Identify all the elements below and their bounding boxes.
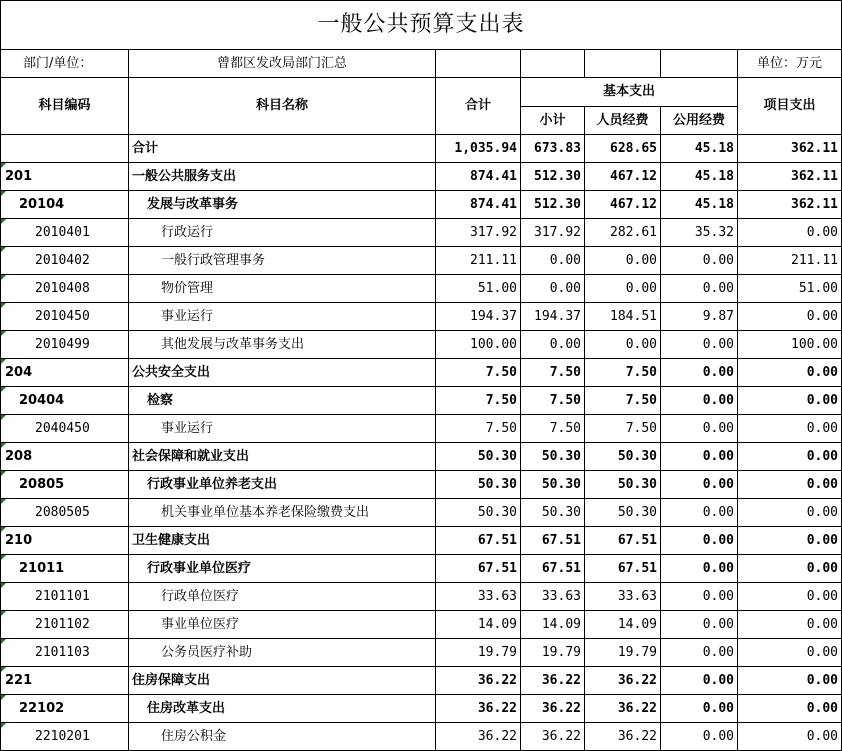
cell-comment-marker	[1, 331, 6, 336]
cell-project: 0.00	[738, 695, 842, 723]
cell-public: 0.00	[661, 443, 738, 471]
cell-code: 204	[1, 359, 129, 387]
cell-code: 21011	[1, 555, 129, 583]
cell-personnel: 7.50	[585, 359, 661, 387]
cell-project: 0.00	[738, 611, 842, 639]
cell-name: 物价管理	[129, 275, 436, 303]
cell-personnel: 7.50	[585, 415, 661, 443]
cell-comment-marker	[1, 695, 6, 700]
header-name: 科目名称	[129, 78, 436, 135]
cell-personnel: 36.22	[585, 723, 661, 751]
header-subtotal: 小计	[521, 107, 585, 135]
cell-name: 事业运行	[129, 415, 436, 443]
cell-total: 67.51	[436, 555, 521, 583]
cell-code: 2010499	[1, 331, 129, 359]
empty-cell	[436, 50, 521, 78]
cell-comment-marker	[1, 163, 6, 168]
cell-public: 0.00	[661, 555, 738, 583]
cell-public: 0.00	[661, 639, 738, 667]
cell-total: 33.63	[436, 583, 521, 611]
table-row	[1, 695, 842, 723]
cell-name: 行政事业单位医疗	[129, 555, 436, 583]
cell-total: 14.09	[436, 611, 521, 639]
table-row	[1, 723, 842, 751]
cell-comment-marker	[1, 275, 6, 280]
table-row	[1, 471, 842, 499]
cell-code: 20805	[1, 471, 129, 499]
cell-comment-marker	[1, 639, 6, 644]
cell-comment-marker	[1, 471, 6, 476]
cell-total: 194.37	[436, 303, 521, 331]
cell-subtotal: 512.30	[521, 191, 585, 219]
cell-code	[1, 135, 129, 163]
cell-total: 50.30	[436, 499, 521, 527]
cell-name: 卫生健康支出	[129, 527, 436, 555]
cell-total: 317.92	[436, 219, 521, 247]
cell-total: 36.22	[436, 695, 521, 723]
cell-project: 0.00	[738, 303, 842, 331]
cell-personnel: 0.00	[585, 275, 661, 303]
cell-project: 0.00	[738, 555, 842, 583]
cell-name: 事业单位医疗	[129, 611, 436, 639]
cell-subtotal: 673.83	[521, 135, 585, 163]
cell-personnel: 67.51	[585, 555, 661, 583]
cell-subtotal: 36.22	[521, 723, 585, 751]
cell-project: 0.00	[738, 667, 842, 695]
cell-subtotal: 14.09	[521, 611, 585, 639]
cell-comment-marker	[1, 359, 6, 364]
cell-total: 874.41	[436, 191, 521, 219]
cell-comment-marker	[1, 527, 6, 532]
cell-name: 一般行政管理事务	[129, 247, 436, 275]
table-row	[1, 415, 842, 443]
empty-cell	[661, 50, 738, 78]
cell-code: 2080505	[1, 499, 129, 527]
cell-code: 2010450	[1, 303, 129, 331]
cell-comment-marker	[1, 499, 6, 504]
cell-name: 检察	[129, 387, 436, 415]
table-row	[1, 555, 842, 583]
cell-personnel: 50.30	[585, 443, 661, 471]
cell-subtotal: 67.51	[521, 527, 585, 555]
cell-code: 2101102	[1, 611, 129, 639]
cell-public: 35.32	[661, 219, 738, 247]
cell-total: 19.79	[436, 639, 521, 667]
header-project: 项目支出	[738, 78, 842, 135]
cell-subtotal: 36.22	[521, 667, 585, 695]
cell-code: 20404	[1, 387, 129, 415]
cell-comment-marker	[1, 667, 6, 672]
cell-public: 45.18	[661, 135, 738, 163]
cell-subtotal: 512.30	[521, 163, 585, 191]
cell-subtotal: 50.30	[521, 443, 585, 471]
cell-comment-marker	[1, 219, 6, 224]
table-row	[1, 359, 842, 387]
cell-total: 50.30	[436, 471, 521, 499]
table-row	[1, 331, 842, 359]
cell-project: 0.00	[738, 527, 842, 555]
cell-name: 住房改革支出	[129, 695, 436, 723]
cell-project: 0.00	[738, 639, 842, 667]
cell-total: 211.11	[436, 247, 521, 275]
table-row	[1, 191, 842, 219]
cell-total: 874.41	[436, 163, 521, 191]
dept-value: 曾都区发改局部门汇总	[129, 50, 436, 78]
cell-personnel: 467.12	[585, 163, 661, 191]
empty-cell	[521, 50, 585, 78]
cell-name: 公务员医疗补助	[129, 639, 436, 667]
cell-subtotal: 317.92	[521, 219, 585, 247]
cell-name: 一般公共服务支出	[129, 163, 436, 191]
cell-comment-marker	[1, 415, 6, 420]
cell-name: 行政单位医疗	[129, 583, 436, 611]
cell-project: 362.11	[738, 191, 842, 219]
cell-personnel: 0.00	[585, 247, 661, 275]
cell-public: 0.00	[661, 359, 738, 387]
cell-project: 0.00	[738, 443, 842, 471]
cell-code: 20104	[1, 191, 129, 219]
cell-name: 机关事业单位基本养老保险缴费支出	[129, 499, 436, 527]
cell-public: 0.00	[661, 583, 738, 611]
cell-comment-marker	[1, 247, 6, 252]
header-personnel: 人员经费	[585, 107, 661, 135]
cell-public: 0.00	[661, 471, 738, 499]
cell-project: 0.00	[738, 415, 842, 443]
cell-public: 0.00	[661, 611, 738, 639]
cell-comment-marker	[1, 583, 6, 588]
table-row	[1, 163, 842, 191]
cell-personnel: 36.22	[585, 667, 661, 695]
cell-code: 22102	[1, 695, 129, 723]
table-row	[1, 611, 842, 639]
cell-comment-marker	[1, 723, 6, 728]
table-row	[1, 275, 842, 303]
table-title: 一般公共预算支出表	[1, 1, 842, 50]
cell-public: 45.18	[661, 191, 738, 219]
cell-project: 0.00	[738, 359, 842, 387]
cell-personnel: 7.50	[585, 387, 661, 415]
cell-project: 0.00	[738, 583, 842, 611]
cell-code: 2040450	[1, 415, 129, 443]
cell-public: 0.00	[661, 695, 738, 723]
table-row	[1, 667, 842, 695]
cell-personnel: 67.51	[585, 527, 661, 555]
cell-code: 2210201	[1, 723, 129, 751]
cell-name: 事业运行	[129, 303, 436, 331]
cell-personnel: 0.00	[585, 331, 661, 359]
cell-code: 221	[1, 667, 129, 695]
header-code: 科目编码	[1, 78, 129, 135]
cell-comment-marker	[1, 443, 6, 448]
cell-project: 51.00	[738, 275, 842, 303]
cell-personnel: 628.65	[585, 135, 661, 163]
cell-code: 2101101	[1, 583, 129, 611]
cell-project: 362.11	[738, 135, 842, 163]
cell-code: 208	[1, 443, 129, 471]
cell-subtotal: 50.30	[521, 499, 585, 527]
cell-public: 45.18	[661, 163, 738, 191]
cell-comment-marker	[1, 555, 6, 560]
cell-name: 行政运行	[129, 219, 436, 247]
cell-personnel: 19.79	[585, 639, 661, 667]
cell-project: 211.11	[738, 247, 842, 275]
header-public: 公用经费	[661, 107, 738, 135]
cell-subtotal: 19.79	[521, 639, 585, 667]
cell-personnel: 33.63	[585, 583, 661, 611]
cell-subtotal: 36.22	[521, 695, 585, 723]
cell-personnel: 50.30	[585, 471, 661, 499]
cell-public: 0.00	[661, 723, 738, 751]
cell-public: 0.00	[661, 667, 738, 695]
header-basic: 基本支出	[521, 78, 738, 107]
cell-code: 2010401	[1, 219, 129, 247]
cell-total: 36.22	[436, 667, 521, 695]
cell-comment-marker	[1, 611, 6, 616]
unit-label: 单位：万元	[738, 50, 842, 78]
cell-public: 0.00	[661, 499, 738, 527]
cell-total: 67.51	[436, 527, 521, 555]
cell-code: 2010408	[1, 275, 129, 303]
table-row	[1, 639, 842, 667]
cell-code: 2010402	[1, 247, 129, 275]
cell-subtotal: 0.00	[521, 331, 585, 359]
table-row	[1, 443, 842, 471]
cell-total: 7.50	[436, 387, 521, 415]
cell-public: 0.00	[661, 247, 738, 275]
cell-name: 行政事业单位养老支出	[129, 471, 436, 499]
cell-name: 住房保障支出	[129, 667, 436, 695]
table-row	[1, 583, 842, 611]
cell-subtotal: 7.50	[521, 359, 585, 387]
cell-project: 0.00	[738, 387, 842, 415]
cell-project: 0.00	[738, 499, 842, 527]
cell-project: 0.00	[738, 723, 842, 751]
cell-total: 7.50	[436, 415, 521, 443]
cell-public: 0.00	[661, 331, 738, 359]
cell-total: 36.22	[436, 723, 521, 751]
table-row	[1, 135, 842, 163]
table-row	[1, 387, 842, 415]
cell-subtotal: 7.50	[521, 415, 585, 443]
cell-subtotal: 0.00	[521, 247, 585, 275]
cell-project: 0.00	[738, 219, 842, 247]
cell-subtotal: 33.63	[521, 583, 585, 611]
cell-project: 0.00	[738, 471, 842, 499]
cell-total: 51.00	[436, 275, 521, 303]
cell-code: 201	[1, 163, 129, 191]
cell-subtotal: 50.30	[521, 471, 585, 499]
cell-personnel: 184.51	[585, 303, 661, 331]
cell-name: 发展与改革事务	[129, 191, 436, 219]
cell-comment-marker	[1, 191, 6, 196]
cell-personnel: 50.30	[585, 499, 661, 527]
cell-code: 210	[1, 527, 129, 555]
cell-total: 100.00	[436, 331, 521, 359]
cell-public: 0.00	[661, 387, 738, 415]
empty-cell	[585, 50, 661, 78]
cell-personnel: 282.61	[585, 219, 661, 247]
cell-name: 住房公积金	[129, 723, 436, 751]
table-row	[1, 247, 842, 275]
cell-subtotal: 7.50	[521, 387, 585, 415]
cell-total: 50.30	[436, 443, 521, 471]
cell-total: 7.50	[436, 359, 521, 387]
cell-personnel: 36.22	[585, 695, 661, 723]
table-row	[1, 527, 842, 555]
cell-personnel: 467.12	[585, 191, 661, 219]
table-row	[1, 303, 842, 331]
cell-subtotal: 194.37	[521, 303, 585, 331]
cell-comment-marker	[1, 387, 6, 392]
cell-public: 0.00	[661, 527, 738, 555]
cell-public: 9.87	[661, 303, 738, 331]
cell-comment-marker	[1, 303, 6, 308]
cell-subtotal: 67.51	[521, 555, 585, 583]
cell-project: 100.00	[738, 331, 842, 359]
cell-name: 其他发展与改革事务支出	[129, 331, 436, 359]
table-row	[1, 499, 842, 527]
cell-personnel: 14.09	[585, 611, 661, 639]
cell-name: 社会保障和就业支出	[129, 443, 436, 471]
header-total: 合计	[436, 78, 521, 135]
cell-total: 1,035.94	[436, 135, 521, 163]
cell-public: 0.00	[661, 275, 738, 303]
cell-subtotal: 0.00	[521, 275, 585, 303]
table-row	[1, 219, 842, 247]
cell-name: 合计	[129, 135, 436, 163]
cell-code: 2101103	[1, 639, 129, 667]
cell-public: 0.00	[661, 415, 738, 443]
dept-label: 部门/单位：	[1, 50, 129, 78]
cell-project: 362.11	[738, 163, 842, 191]
cell-name: 公共安全支出	[129, 359, 436, 387]
